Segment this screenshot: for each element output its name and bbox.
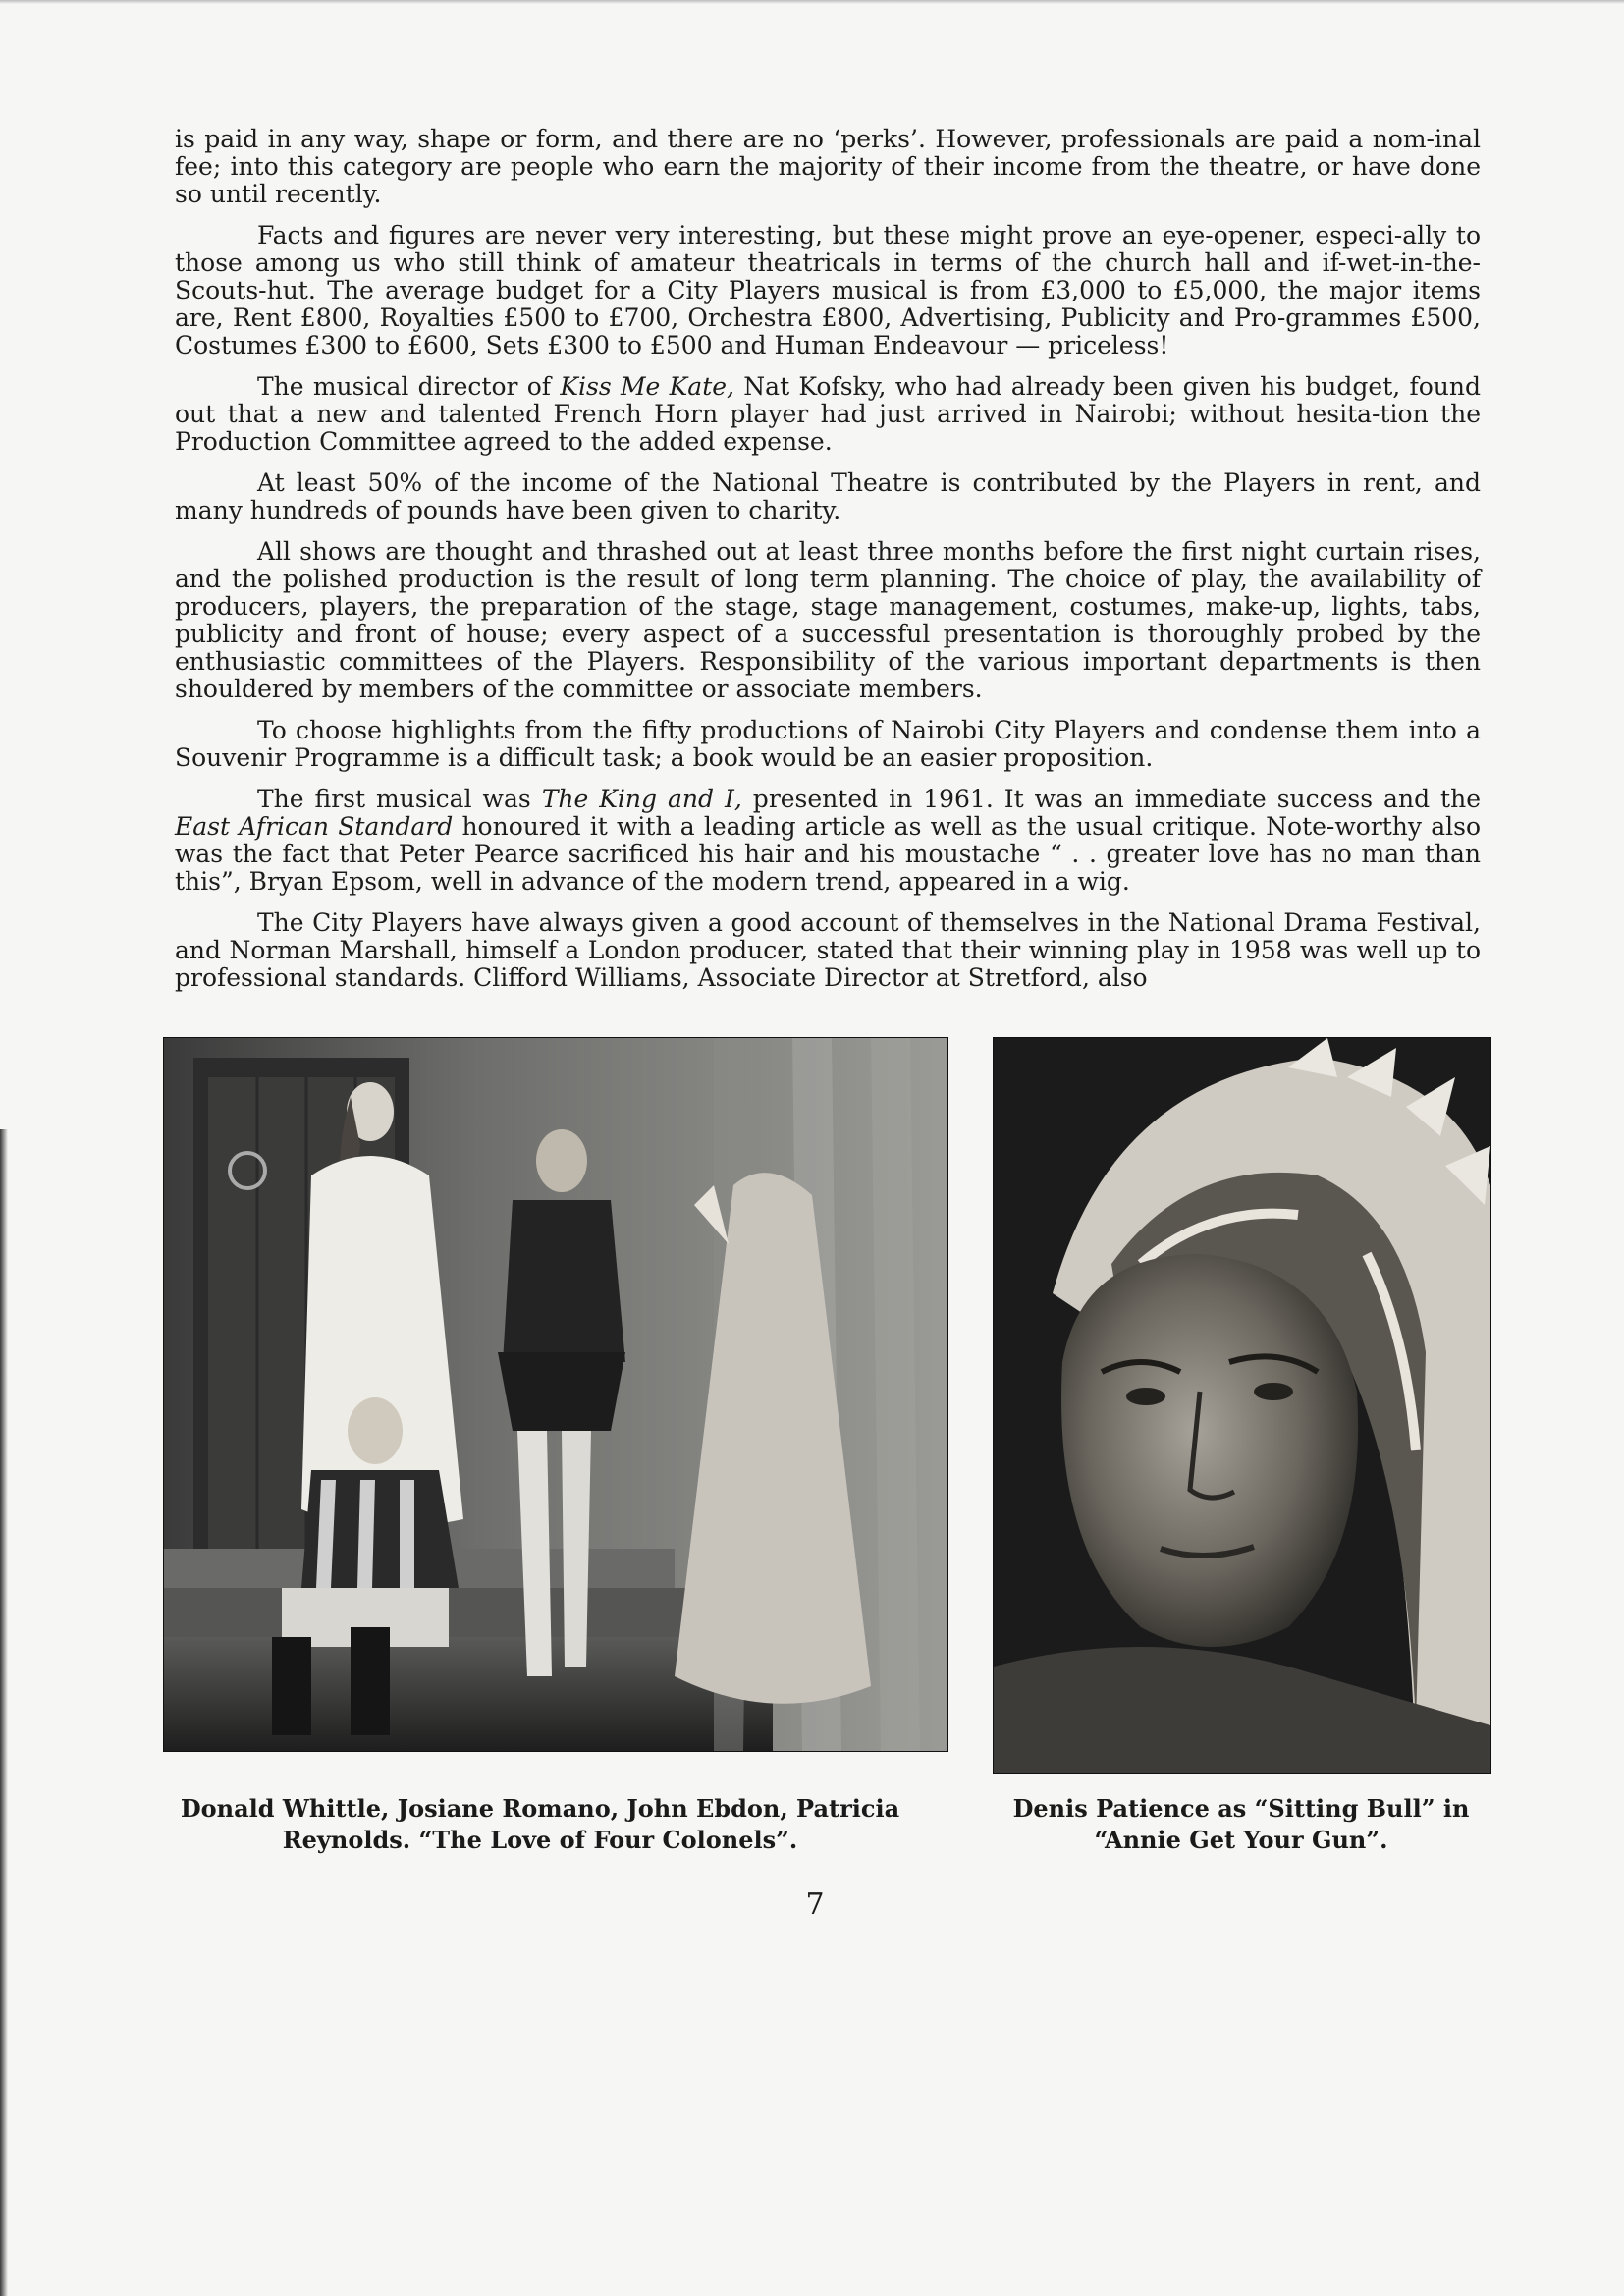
page-top-edge — [0, 0, 1624, 4]
newspaper-title: East African Standard — [175, 812, 454, 841]
show-title-king-and-i: The King and I, — [541, 785, 742, 813]
paragraph-5: All shows are thought and thrashed out at least three months before the first night curtain rises, and the polished production is the result of long term planning. The choice of play, the availability of producers, players, the preparation of the stage, stage management, costumes, make-up, lights, tabs, publicity and front of house; every aspect of a successful presentation is thoroughly probed by the enthusiastic committees of the Players. Responsibility of the various important departments is then shouldered by members of the committee or associate members. — [175, 537, 1481, 703]
show-title-kiss-me-kate: Kiss Me Kate, — [560, 372, 735, 401]
paragraph-1: is paid in any way, shape or form, and there are no ‘perks’. However, professionals are paid a nom-inal fee; into this category are people who earn the majority of their income from the theatre, or have done so until recently. — [175, 125, 1481, 208]
sitting-bull-portrait-photo — [993, 1037, 1491, 1774]
paragraph-4: At least 50% of the income of the National Theatre is contributed by the Players in rent, and many hundreds of pounds have been given to charity. — [175, 468, 1481, 524]
paragraph-3-text-a: The musical director of — [257, 372, 561, 401]
paragraph-3 — [175, 373, 1481, 456]
paragraph-2: Facts and figures are never very interesting, but these might prove an eye-opener, especi-ally to those among us who still think of amateur theatricals in terms of the church hall and if-wet-in-the-Scouts-hut. The average budget for a City Players musical is from £3,000 to £5,000, the major items are, Rent £800, Royalties £500 to £700, Orchestra £800, Advertising, Publicity and Pro-grammes £500, Costumes £300 to £600, Sets £300 to £500 and Human Endeavour — priceless! — [175, 221, 1481, 359]
paragraph-3-text-b: Nat Kofsky, who had already been given his budget, found out that a new and talented French Horn player had just arrived in Nairobi; without hesita-tion the Production Committee agreed to the added expense. — [175, 372, 1481, 456]
page-left-edge — [0, 1129, 8, 2296]
paragraph-8: The City Players have always given a good account of themselves in the National Drama Festival, and Norman Marshall, himself a London producer, stated that their winning play in 1958 was well up to professional standards. Clifford Williams, Associate Director at Stretford, also — [175, 908, 1481, 992]
caption-love-of-four-colonels: Donald Whittle, Josiane Romano, John Ebdon, Patricia Reynolds. “The Love of Four Colonels”. — [180, 1794, 900, 1854]
paragraph-7-text-c: honoured it with a leading article as well as the usual critique. Note-worthy also was the fact that Peter Pearce sacrificed his hair and his moustache “ . . greater love has no man than this”, Bryan Epsom, well in advance of the modern trend, appeared in a wig. — [175, 812, 1481, 896]
stage-scene-photo — [163, 1037, 948, 1752]
paragraph-7 — [175, 786, 1481, 896]
article-body — [175, 126, 1481, 1006]
paragraph-7-text-a: The first musical was — [257, 785, 542, 813]
caption-sitting-bull: Denis Patience as “Sitting Bull” in “Annie Get Your Gun”. — [1012, 1794, 1470, 1854]
paragraph-6: To choose highlights from the fifty productions of Nairobi City Players and condense them into a Souvenir Programme is a difficult task; a book would be an easier proposition. — [175, 716, 1481, 772]
page-number: 7 — [805, 1887, 825, 1922]
paragraph-7-text-b: presented in 1961. It was an immediate success and the — [741, 785, 1481, 813]
sitting-bull-portrait-image — [994, 1038, 1490, 1773]
stage-scene-image — [164, 1038, 947, 1751]
